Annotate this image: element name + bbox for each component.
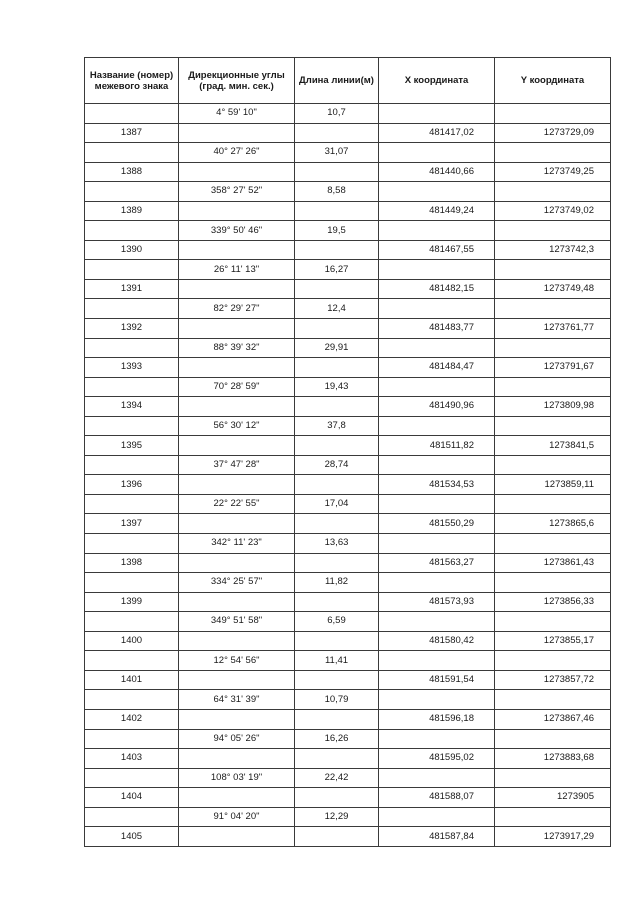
segment-row: [85, 338, 611, 358]
empty-cell: [179, 123, 295, 143]
x-coordinate-cell: 481417,02: [379, 123, 495, 143]
empty-cell: [495, 299, 611, 319]
directional-angle-cell: 4° 59' 10": [179, 104, 295, 124]
segment-row: [85, 729, 611, 749]
line-length-cell: 6,59: [295, 612, 379, 632]
line-length-cell: 13,63: [295, 534, 379, 554]
mark-name-cell: 1389: [85, 201, 179, 221]
segment-row: [85, 377, 611, 397]
mark-name-cell: 1388: [85, 162, 179, 182]
point-row: [85, 827, 611, 847]
empty-cell: [295, 709, 379, 729]
mark-name-cell: 1391: [85, 279, 179, 299]
empty-cell: [179, 514, 295, 534]
line-length-cell: 29,91: [295, 338, 379, 358]
segment-row: [85, 573, 611, 593]
empty-cell: [85, 338, 179, 358]
point-row: [85, 553, 611, 573]
segment-row: [85, 104, 611, 124]
empty-cell: [179, 592, 295, 612]
point-row: [85, 436, 611, 456]
point-row: [85, 514, 611, 534]
empty-cell: [495, 534, 611, 554]
boundary-marks-table: [84, 57, 611, 847]
empty-cell: [85, 260, 179, 280]
x-coordinate-cell: 481440,66: [379, 162, 495, 182]
point-row: [85, 592, 611, 612]
empty-cell: [295, 631, 379, 651]
x-coordinate-cell: 481595,02: [379, 749, 495, 769]
header-x-coordinate: X координата: [379, 58, 495, 104]
x-coordinate-cell: 481573,93: [379, 592, 495, 612]
y-coordinate-cell: 1273857,72: [495, 670, 611, 690]
x-coordinate-cell: 481588,07: [379, 788, 495, 808]
empty-cell: [295, 788, 379, 808]
header-mark-name: Название (номер) межевого знака: [85, 58, 179, 104]
mark-name-cell: 1394: [85, 397, 179, 417]
point-row: [85, 749, 611, 769]
x-coordinate-cell: 481580,42: [379, 631, 495, 651]
empty-cell: [379, 729, 495, 749]
empty-cell: [295, 397, 379, 417]
empty-cell: [379, 182, 495, 202]
x-coordinate-cell: 481467,55: [379, 240, 495, 260]
directional-angle-cell: 349° 51' 58": [179, 612, 295, 632]
empty-cell: [495, 221, 611, 241]
mark-name-cell: 1399: [85, 592, 179, 612]
empty-cell: [179, 631, 295, 651]
mark-name-cell: 1387: [85, 123, 179, 143]
y-coordinate-cell: 1273729,09: [495, 123, 611, 143]
empty-cell: [295, 319, 379, 339]
directional-angle-cell: 342° 11' 23": [179, 534, 295, 554]
empty-cell: [85, 612, 179, 632]
directional-angle-cell: 88° 39' 32": [179, 338, 295, 358]
empty-cell: [379, 807, 495, 827]
directional-angle-cell: 56° 30' 12": [179, 416, 295, 436]
directional-angle-cell: 334° 25' 57": [179, 573, 295, 593]
directional-angle-cell: 26° 11' 13": [179, 260, 295, 280]
empty-cell: [379, 221, 495, 241]
empty-cell: [295, 592, 379, 612]
empty-cell: [85, 299, 179, 319]
directional-angle-cell: 108° 03' 19": [179, 768, 295, 788]
directional-angle-cell: 12° 54' 56": [179, 651, 295, 671]
empty-cell: [179, 553, 295, 573]
empty-cell: [295, 475, 379, 495]
segment-row: [85, 690, 611, 710]
empty-cell: [179, 240, 295, 260]
empty-cell: [295, 201, 379, 221]
empty-cell: [379, 338, 495, 358]
y-coordinate-cell: 1273865,6: [495, 514, 611, 534]
line-length-cell: 17,04: [295, 494, 379, 514]
empty-cell: [295, 123, 379, 143]
line-length-cell: 10,7: [295, 104, 379, 124]
mark-name-cell: 1402: [85, 709, 179, 729]
point-row: [85, 240, 611, 260]
y-coordinate-cell: 1273841,5: [495, 436, 611, 456]
y-coordinate-cell: 1273883,68: [495, 749, 611, 769]
empty-cell: [379, 143, 495, 163]
empty-cell: [379, 377, 495, 397]
mark-name-cell: 1397: [85, 514, 179, 534]
segment-row: [85, 299, 611, 319]
empty-cell: [495, 104, 611, 124]
empty-cell: [379, 612, 495, 632]
x-coordinate-cell: 481484,47: [379, 358, 495, 378]
x-coordinate-cell: 481534,53: [379, 475, 495, 495]
point-row: [85, 358, 611, 378]
empty-cell: [295, 279, 379, 299]
empty-cell: [295, 358, 379, 378]
x-coordinate-cell: 481563,27: [379, 553, 495, 573]
segment-row: [85, 768, 611, 788]
coordinates-sheet: [84, 57, 611, 847]
y-coordinate-cell: 1273809,98: [495, 397, 611, 417]
mark-name-cell: 1398: [85, 553, 179, 573]
empty-cell: [379, 534, 495, 554]
line-length-cell: 16,26: [295, 729, 379, 749]
empty-cell: [379, 455, 495, 475]
line-length-cell: 28,74: [295, 455, 379, 475]
header-line-length: Длина линии(м): [295, 58, 379, 104]
line-length-cell: 31,07: [295, 143, 379, 163]
y-coordinate-cell: 1273855,17: [495, 631, 611, 651]
empty-cell: [179, 319, 295, 339]
directional-angle-cell: 339° 50' 46": [179, 221, 295, 241]
mark-name-cell: 1390: [85, 240, 179, 260]
directional-angle-cell: 91° 04' 20": [179, 807, 295, 827]
x-coordinate-cell: 481483,77: [379, 319, 495, 339]
empty-cell: [179, 475, 295, 495]
directional-angle-cell: 94° 05' 26": [179, 729, 295, 749]
directional-angle-cell: 64° 31' 39": [179, 690, 295, 710]
empty-cell: [379, 690, 495, 710]
header-y-coordinate: Y координата: [495, 58, 611, 104]
empty-cell: [85, 729, 179, 749]
empty-cell: [295, 670, 379, 690]
empty-cell: [379, 768, 495, 788]
empty-cell: [85, 690, 179, 710]
point-row: [85, 788, 611, 808]
empty-cell: [379, 416, 495, 436]
empty-cell: [295, 553, 379, 573]
mark-name-cell: 1393: [85, 358, 179, 378]
empty-cell: [85, 104, 179, 124]
empty-cell: [85, 573, 179, 593]
y-coordinate-cell: 1273856,33: [495, 592, 611, 612]
y-coordinate-cell: 1273861,43: [495, 553, 611, 573]
empty-cell: [179, 279, 295, 299]
point-row: [85, 201, 611, 221]
empty-cell: [379, 299, 495, 319]
empty-cell: [379, 573, 495, 593]
point-row: [85, 475, 611, 495]
y-coordinate-cell: 1273749,02: [495, 201, 611, 221]
point-row: [85, 279, 611, 299]
empty-cell: [85, 377, 179, 397]
segment-row: [85, 416, 611, 436]
directional-angle-cell: 70° 28' 59": [179, 377, 295, 397]
segment-row: [85, 612, 611, 632]
empty-cell: [295, 827, 379, 847]
empty-cell: [295, 162, 379, 182]
line-length-cell: 16,27: [295, 260, 379, 280]
mark-name-cell: 1404: [85, 788, 179, 808]
line-length-cell: 37,8: [295, 416, 379, 436]
mark-name-cell: 1395: [85, 436, 179, 456]
point-row: [85, 709, 611, 729]
empty-cell: [295, 436, 379, 456]
empty-cell: [85, 143, 179, 163]
line-length-cell: 19,5: [295, 221, 379, 241]
y-coordinate-cell: 1273761,77: [495, 319, 611, 339]
empty-cell: [495, 455, 611, 475]
mark-name-cell: 1392: [85, 319, 179, 339]
empty-cell: [85, 455, 179, 475]
segment-row: [85, 182, 611, 202]
empty-cell: [495, 651, 611, 671]
line-length-cell: 11,41: [295, 651, 379, 671]
empty-cell: [85, 534, 179, 554]
y-coordinate-cell: 1273791,67: [495, 358, 611, 378]
empty-cell: [295, 514, 379, 534]
empty-cell: [495, 729, 611, 749]
empty-cell: [85, 494, 179, 514]
empty-cell: [85, 221, 179, 241]
line-length-cell: 10,79: [295, 690, 379, 710]
segment-row: [85, 534, 611, 554]
empty-cell: [179, 749, 295, 769]
y-coordinate-cell: 1273742,3: [495, 240, 611, 260]
y-coordinate-cell: 1273917,29: [495, 827, 611, 847]
empty-cell: [179, 709, 295, 729]
x-coordinate-cell: 481511,82: [379, 436, 495, 456]
empty-cell: [495, 807, 611, 827]
segment-row: [85, 807, 611, 827]
directional-angle-cell: 37° 47' 28": [179, 455, 295, 475]
y-coordinate-cell: 1273905: [495, 788, 611, 808]
point-row: [85, 162, 611, 182]
line-length-cell: 11,82: [295, 573, 379, 593]
x-coordinate-cell: 481449,24: [379, 201, 495, 221]
x-coordinate-cell: 481596,18: [379, 709, 495, 729]
empty-cell: [495, 143, 611, 163]
header-row: [85, 58, 611, 104]
y-coordinate-cell: 1273749,25: [495, 162, 611, 182]
empty-cell: [85, 651, 179, 671]
mark-name-cell: 1396: [85, 475, 179, 495]
empty-cell: [495, 690, 611, 710]
point-row: [85, 123, 611, 143]
segment-row: [85, 260, 611, 280]
mark-name-cell: 1400: [85, 631, 179, 651]
line-length-cell: 12,29: [295, 807, 379, 827]
line-length-cell: 12,4: [295, 299, 379, 319]
line-length-cell: 8,58: [295, 182, 379, 202]
empty-cell: [85, 416, 179, 436]
mark-name-cell: 1405: [85, 827, 179, 847]
empty-cell: [179, 397, 295, 417]
mark-name-cell: 1403: [85, 749, 179, 769]
empty-cell: [379, 651, 495, 671]
directional-angle-cell: 82° 29' 27": [179, 299, 295, 319]
empty-cell: [495, 338, 611, 358]
point-row: [85, 319, 611, 339]
x-coordinate-cell: 481550,29: [379, 514, 495, 534]
x-coordinate-cell: 481490,96: [379, 397, 495, 417]
directional-angle-cell: 22° 22' 55": [179, 494, 295, 514]
point-row: [85, 631, 611, 651]
directional-angle-cell: 358° 27' 52": [179, 182, 295, 202]
empty-cell: [179, 162, 295, 182]
empty-cell: [379, 260, 495, 280]
empty-cell: [179, 670, 295, 690]
empty-cell: [179, 436, 295, 456]
empty-cell: [495, 377, 611, 397]
empty-cell: [495, 416, 611, 436]
y-coordinate-cell: 1273859,11: [495, 475, 611, 495]
segment-row: [85, 494, 611, 514]
line-length-cell: 22,42: [295, 768, 379, 788]
empty-cell: [179, 201, 295, 221]
empty-cell: [495, 494, 611, 514]
empty-cell: [295, 240, 379, 260]
x-coordinate-cell: 481591,54: [379, 670, 495, 690]
directional-angle-cell: 40° 27' 26": [179, 143, 295, 163]
empty-cell: [85, 768, 179, 788]
x-coordinate-cell: 481587,84: [379, 827, 495, 847]
empty-cell: [495, 768, 611, 788]
mark-name-cell: 1401: [85, 670, 179, 690]
empty-cell: [495, 573, 611, 593]
segment-row: [85, 455, 611, 475]
empty-cell: [495, 612, 611, 632]
empty-cell: [495, 182, 611, 202]
segment-row: [85, 143, 611, 163]
empty-cell: [85, 182, 179, 202]
empty-cell: [85, 807, 179, 827]
empty-cell: [379, 494, 495, 514]
table-body: [85, 104, 611, 847]
empty-cell: [179, 358, 295, 378]
y-coordinate-cell: 1273749,48: [495, 279, 611, 299]
empty-cell: [495, 260, 611, 280]
y-coordinate-cell: 1273867,46: [495, 709, 611, 729]
empty-cell: [295, 749, 379, 769]
point-row: [85, 397, 611, 417]
empty-cell: [179, 788, 295, 808]
point-row: [85, 670, 611, 690]
header-directional-angles: Дирекционные углы (град. мин. сек.): [179, 58, 295, 104]
x-coordinate-cell: 481482,15: [379, 279, 495, 299]
line-length-cell: 19,43: [295, 377, 379, 397]
segment-row: [85, 221, 611, 241]
empty-cell: [379, 104, 495, 124]
segment-row: [85, 651, 611, 671]
empty-cell: [179, 827, 295, 847]
